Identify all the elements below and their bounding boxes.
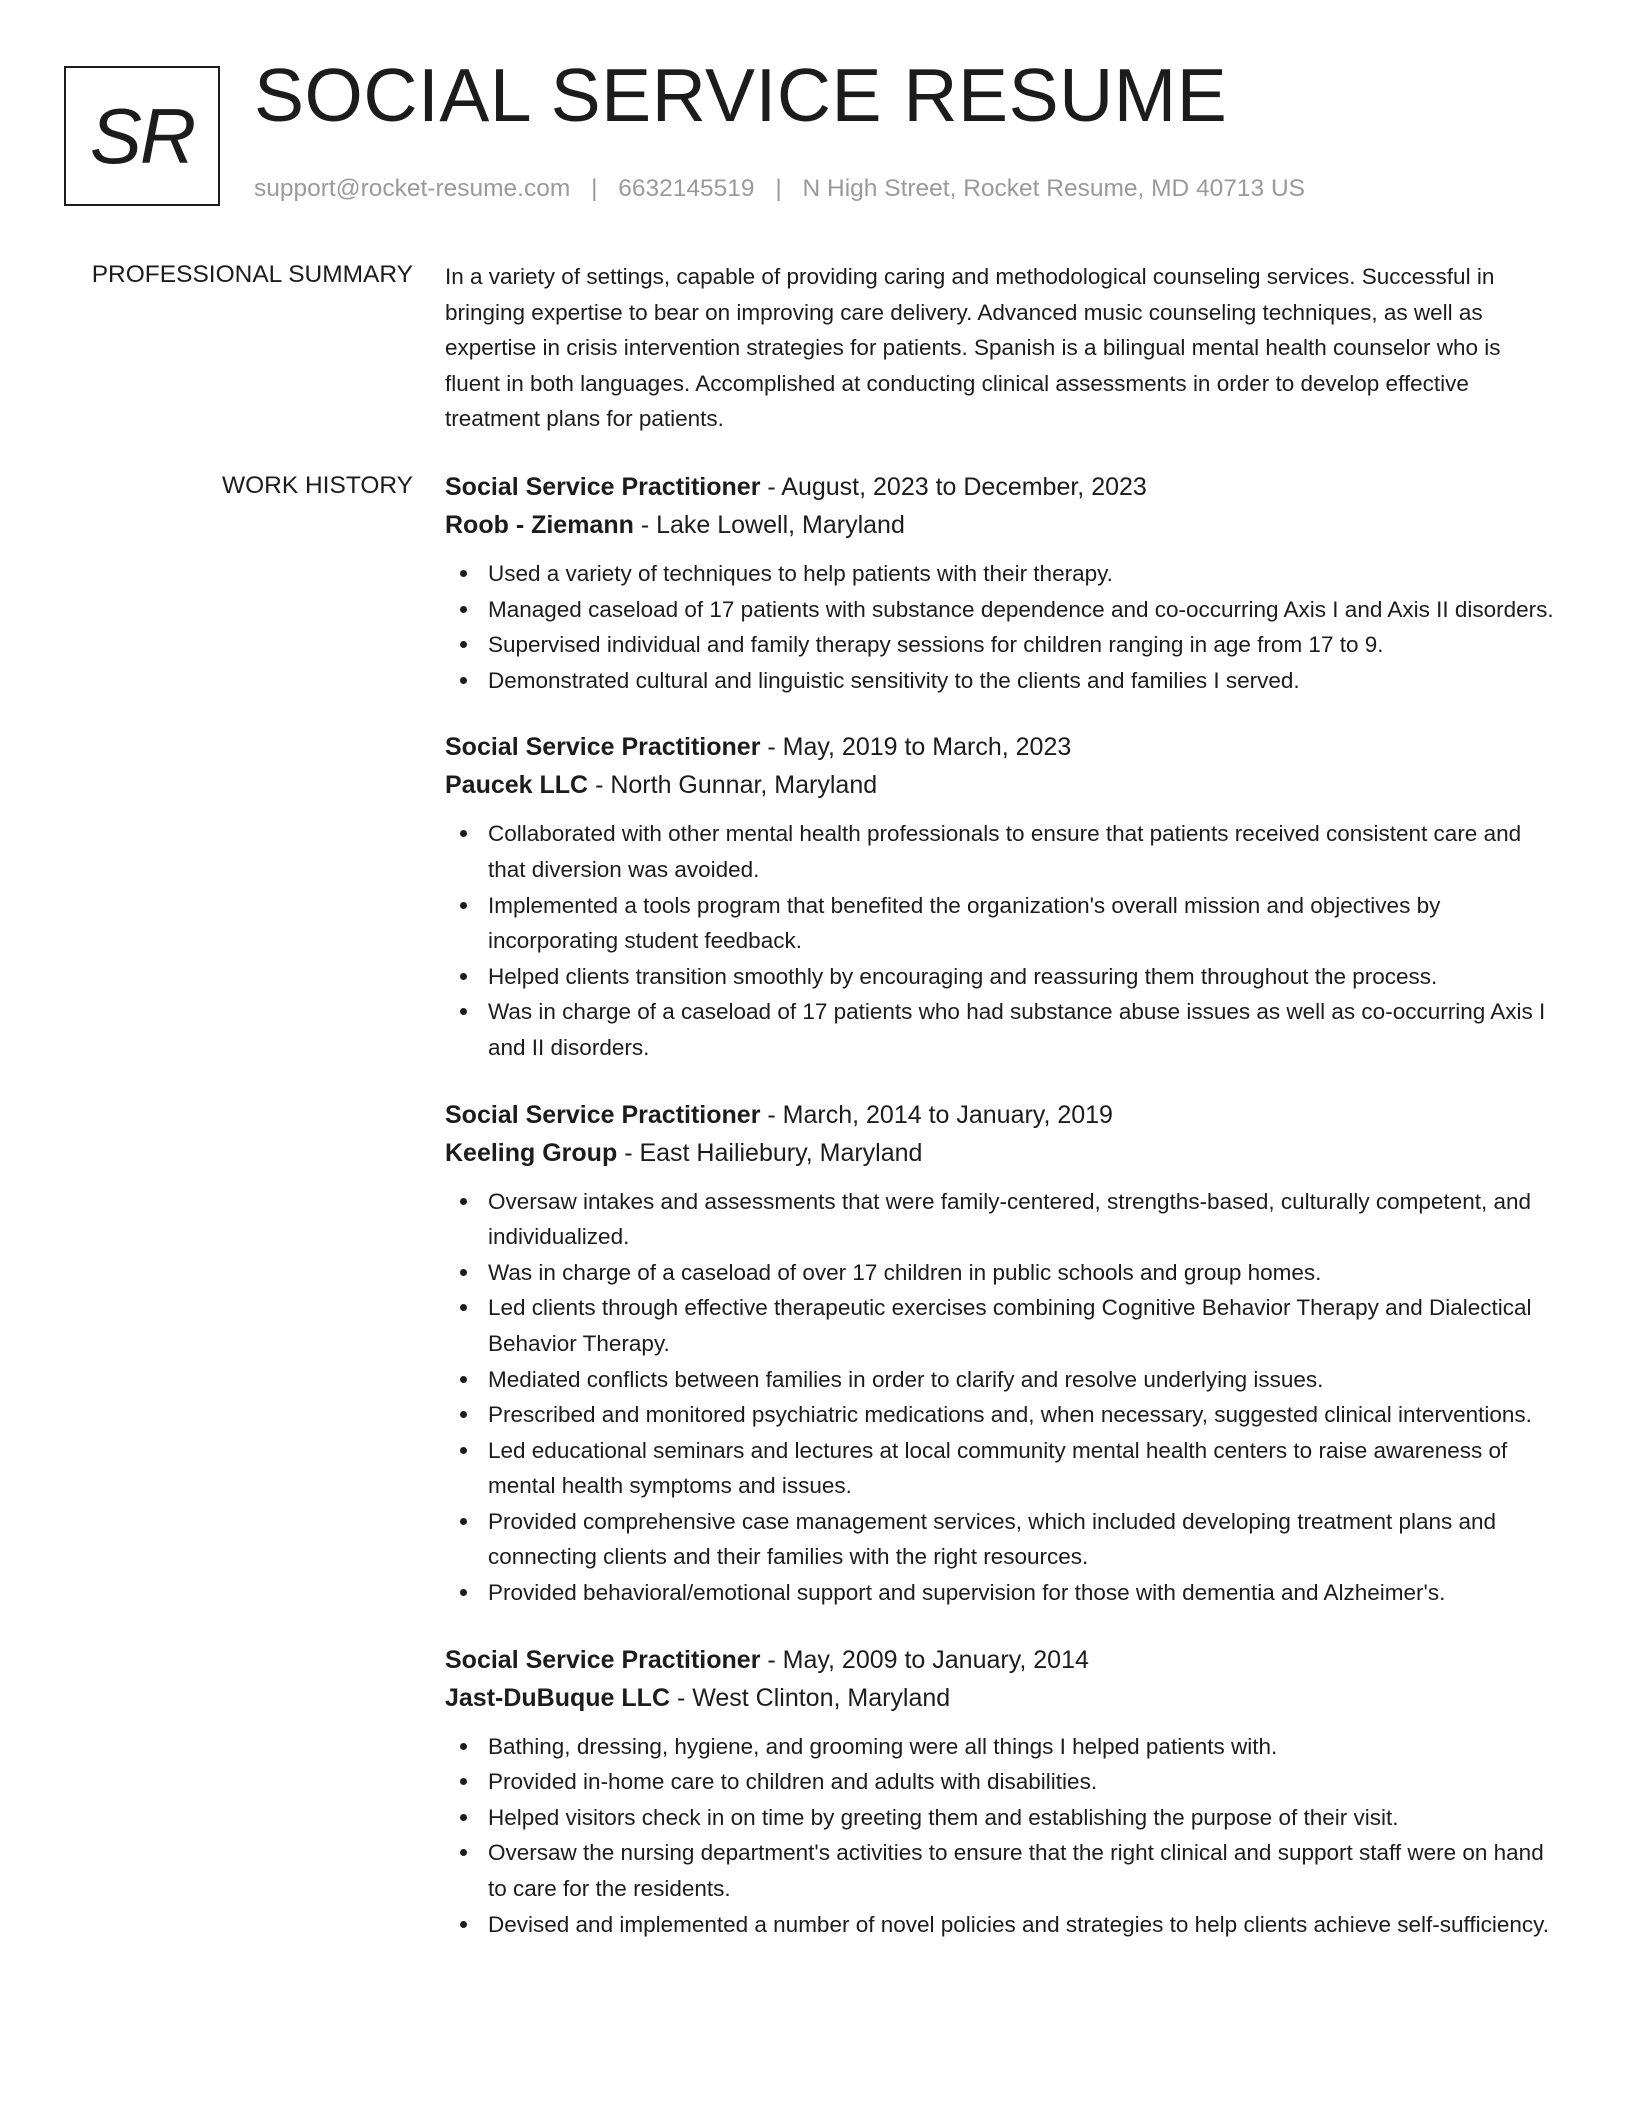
job-location: - West Clinton, Maryland: [676, 1683, 951, 1712]
contact-phone: 6632145519: [618, 175, 755, 202]
job-company-line: [445, 1679, 1555, 1717]
job-entry: [445, 1641, 1555, 1943]
summary-label: PROFESSIONAL SUMMARY: [91, 261, 413, 288]
duty-item: Provided behavioral/emotional support and supervision for those with dementia and Alzheimer's.: [445, 1575, 1555, 1611]
job-duties-list: [445, 816, 1555, 1065]
contact-line: [254, 174, 1305, 203]
duty-item: Used a variety of techniques to help patients with their therapy.: [445, 556, 1555, 592]
summary-body: [445, 259, 1555, 437]
job-location: - North Gunnar, Maryland: [595, 771, 878, 800]
job-duties-list: [445, 556, 1555, 698]
job-company-line: [445, 1134, 1555, 1172]
duty-item: Provided in-home care to children and adults with disabilities.: [445, 1764, 1555, 1800]
job-company-line: [445, 506, 1555, 544]
job-title-line: [445, 468, 1555, 506]
job-company-line: [445, 766, 1555, 804]
duty-item: Was in charge of a caseload of over 17 children in public schools and group homes.: [445, 1255, 1555, 1291]
job-location: - East Hailiebury, Maryland: [624, 1138, 923, 1167]
job-entry: [445, 728, 1555, 1065]
job-title: Social Service Practitioner: [445, 1645, 761, 1674]
contact-separator: |: [775, 175, 782, 202]
contact-address: N High Street, Rocket Resume, MD 40713 US: [802, 175, 1305, 202]
duty-item: Prescribed and monitored psychiatric medications and, when necessary, suggested clinical interventions.: [445, 1397, 1555, 1433]
job-title-line: [445, 1641, 1555, 1679]
duty-item: Collaborated with other mental health professionals to ensure that patients received consistent care and that diversion was avoided.: [445, 816, 1555, 887]
duty-item: Was in charge of a caseload of 17 patients who had substance abuse issues as well as co-occurring Axis I and II disorders.: [445, 994, 1555, 1065]
job-dates: - August, 2023 to December, 2023: [767, 473, 1147, 501]
job-title-line: [445, 728, 1555, 766]
duty-item: Led educational seminars and lectures at local community mental health centers to raise awareness of mental health symptoms and issues.: [445, 1433, 1555, 1504]
contact-separator: |: [591, 175, 598, 202]
summary-text: In a variety of settings, capable of providing caring and methodological counseling services. Successful in bringing expertise to bear on improving care delivery. Advanced music counseling techniques, as well as expertise in crisis intervention strategies for patients. Spanish is a bilingual mental health counselor who is fluent in both languages. Accomplished at conducting clinical assessments in order to develop effective treatment plans for patients.: [445, 264, 1501, 432]
duty-item: Supervised individual and family therapy sessions for children ranging in age from 17 to 9.: [445, 627, 1555, 663]
duty-item: Provided comprehensive case management services, which included developing treatment plans and connecting clients and their families with the right resources.: [445, 1504, 1555, 1575]
duty-item: Demonstrated cultural and linguistic sensitivity to the clients and families I served.: [445, 663, 1555, 699]
duty-item: Bathing, dressing, hygiene, and grooming were all things I helped patients with.: [445, 1729, 1555, 1765]
job-title: Social Service Practitioner: [445, 1100, 761, 1129]
job-title: Social Service Practitioner: [445, 473, 761, 501]
duty-item: Oversaw intakes and assessments that were family-centered, strengths-based, culturally competent, and individualized.: [445, 1184, 1555, 1255]
job-company: Keeling Group: [445, 1138, 618, 1167]
resume-title: SOCIAL SERVICE RESUME: [254, 53, 1228, 137]
job-company: Paucek LLC: [445, 771, 589, 800]
duty-item: Led clients through effective therapeutic exercises combining Cognitive Behavior Therapy and Dialectical Behavior Therapy.: [445, 1290, 1555, 1361]
job-dates: - May, 2009 to January, 2014: [767, 1645, 1089, 1674]
duty-item: Oversaw the nursing department's activities to ensure that the right clinical and support staff were on hand to care for the residents.: [445, 1835, 1555, 1906]
duty-item: Mediated conflicts between families in order to clarify and resolve underlying issues.: [445, 1362, 1555, 1398]
duty-item: Managed caseload of 17 patients with substance dependence and co-occurring Axis I and Axis II disorders.: [445, 592, 1555, 628]
job-dates: - May, 2019 to March, 2023: [767, 733, 1072, 762]
job-entry: [445, 468, 1555, 698]
job-location: - Lake Lowell, Maryland: [640, 511, 905, 539]
job-company: Roob - Ziemann: [445, 511, 634, 539]
job-title-line: [445, 1096, 1555, 1134]
work-history-label: WORK HISTORY: [221, 472, 413, 499]
monogram-logo: SR: [64, 66, 220, 206]
job-dates: - March, 2014 to January, 2019: [767, 1100, 1113, 1129]
job-company: Jast-DuBuque LLC: [445, 1683, 670, 1712]
job-entry: [445, 1096, 1555, 1611]
duty-item: Helped visitors check in on time by greeting them and establishing the purpose of their visit.: [445, 1800, 1555, 1836]
job-title: Social Service Practitioner: [445, 733, 761, 762]
duty-item: Helped clients transition smoothly by encouraging and reassuring them throughout the process.: [445, 959, 1555, 995]
contact-email: support@rocket-resume.com: [254, 175, 571, 202]
job-duties-list: [445, 1184, 1555, 1611]
duty-item: Implemented a tools program that benefited the organization's overall mission and objectives by incorporating student feedback.: [445, 888, 1555, 959]
job-duties-list: [445, 1729, 1555, 1943]
work-history-body: [445, 468, 1555, 1972]
duty-item: Devised and implemented a number of novel policies and strategies to help clients achieve self-sufficiency.: [445, 1907, 1555, 1943]
